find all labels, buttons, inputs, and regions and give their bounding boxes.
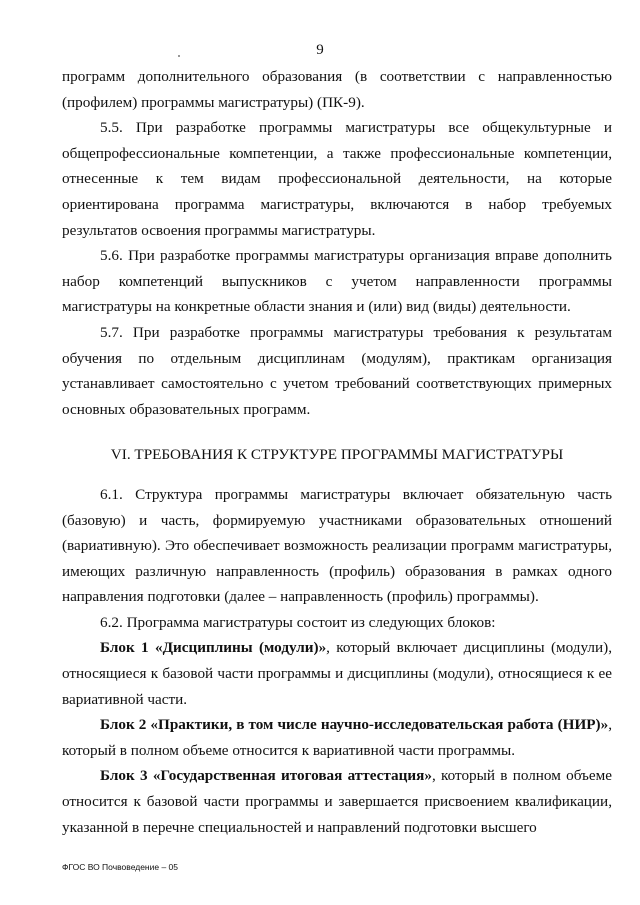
paragraph-continuation: программ дополнительного образования (в соответствии с направленностью (профилем) программы магистратуры) (ПК-9). [62,68,612,111]
block-3-text: , который в полном объеме относится к базовой части программы и завершается присвоением квалификации, указанной в перечне специальностей и направлений подготовки высшего [62,767,612,836]
document-body [62,64,612,840]
page-footer: ФГОС ВО Почвоведение – 05 [62,862,179,872]
paragraph-block-2 [62,712,612,763]
block-2-title: Блок 2 «Практики, в том числе научно-исследовательская работа (НИР)» [100,716,609,734]
page-number: 9 [316,42,324,58]
block-1-title: Блок 1 «Дисциплины (модули)» [100,639,327,657]
block-2-text: , который в полном объеме относится к вариативной части программы. [62,716,612,759]
block-3-title: Блок 3 «Государственная итоговая аттестация» [100,767,432,785]
paragraph-6-1: 6.1. Структура программы магистратуры включает обязательную часть (базовую) и часть, формируемую участниками образовательных отношений (вариативную). Это обеспечивает возможность реализации программ магистратуры, имеющих различную направленность (профиль) образования в рамках одного направления подготовки (далее – направленность (профиль) программы). [62,485,612,606]
paragraph-block-3 [62,763,612,840]
section-heading: VI. ТРЕБОВАНИЯ К СТРУКТУРЕ ПРОГРАММЫ МАГИСТРАТУРЫ [110,446,564,464]
paragraph-6-2: 6.2. Программа магистратуры состоит из следующих блоков: [100,613,496,631]
paragraph-block-1 [62,635,612,712]
paragraph-5-7: 5.7. При разработке программы магистратуры требования к результатам обучения по отдельным дисциплинам (модулям), практикам организация устанавливает самостоятельно с учетом требований соответствующих примерных основных образовательных программ. [62,323,612,418]
block-1-text: , который включает дисциплины (модули), относящиеся к базовой части программы и дисциплины (модули), относящиеся к ее вариативной части. [62,639,612,708]
paragraph-5-6: 5.6. При разработке программы магистратуры организация вправе дополнить набор компетенций выпускников с учетом направленности программы магистратуры на конкретные области знания и (или) вид (виды) деятельности. [62,247,612,316]
paragraph-5-5: 5.5. При разработке программы магистратуры все общекультурные и общепрофессиональные компетенции, а также профессиональные компетенции, отнесенные к тем видам профессиональной деятельности, на которые ориентирована программа магистратуры, включаются в набор требуемых результатов освоения программы магистратуры. [62,119,612,239]
